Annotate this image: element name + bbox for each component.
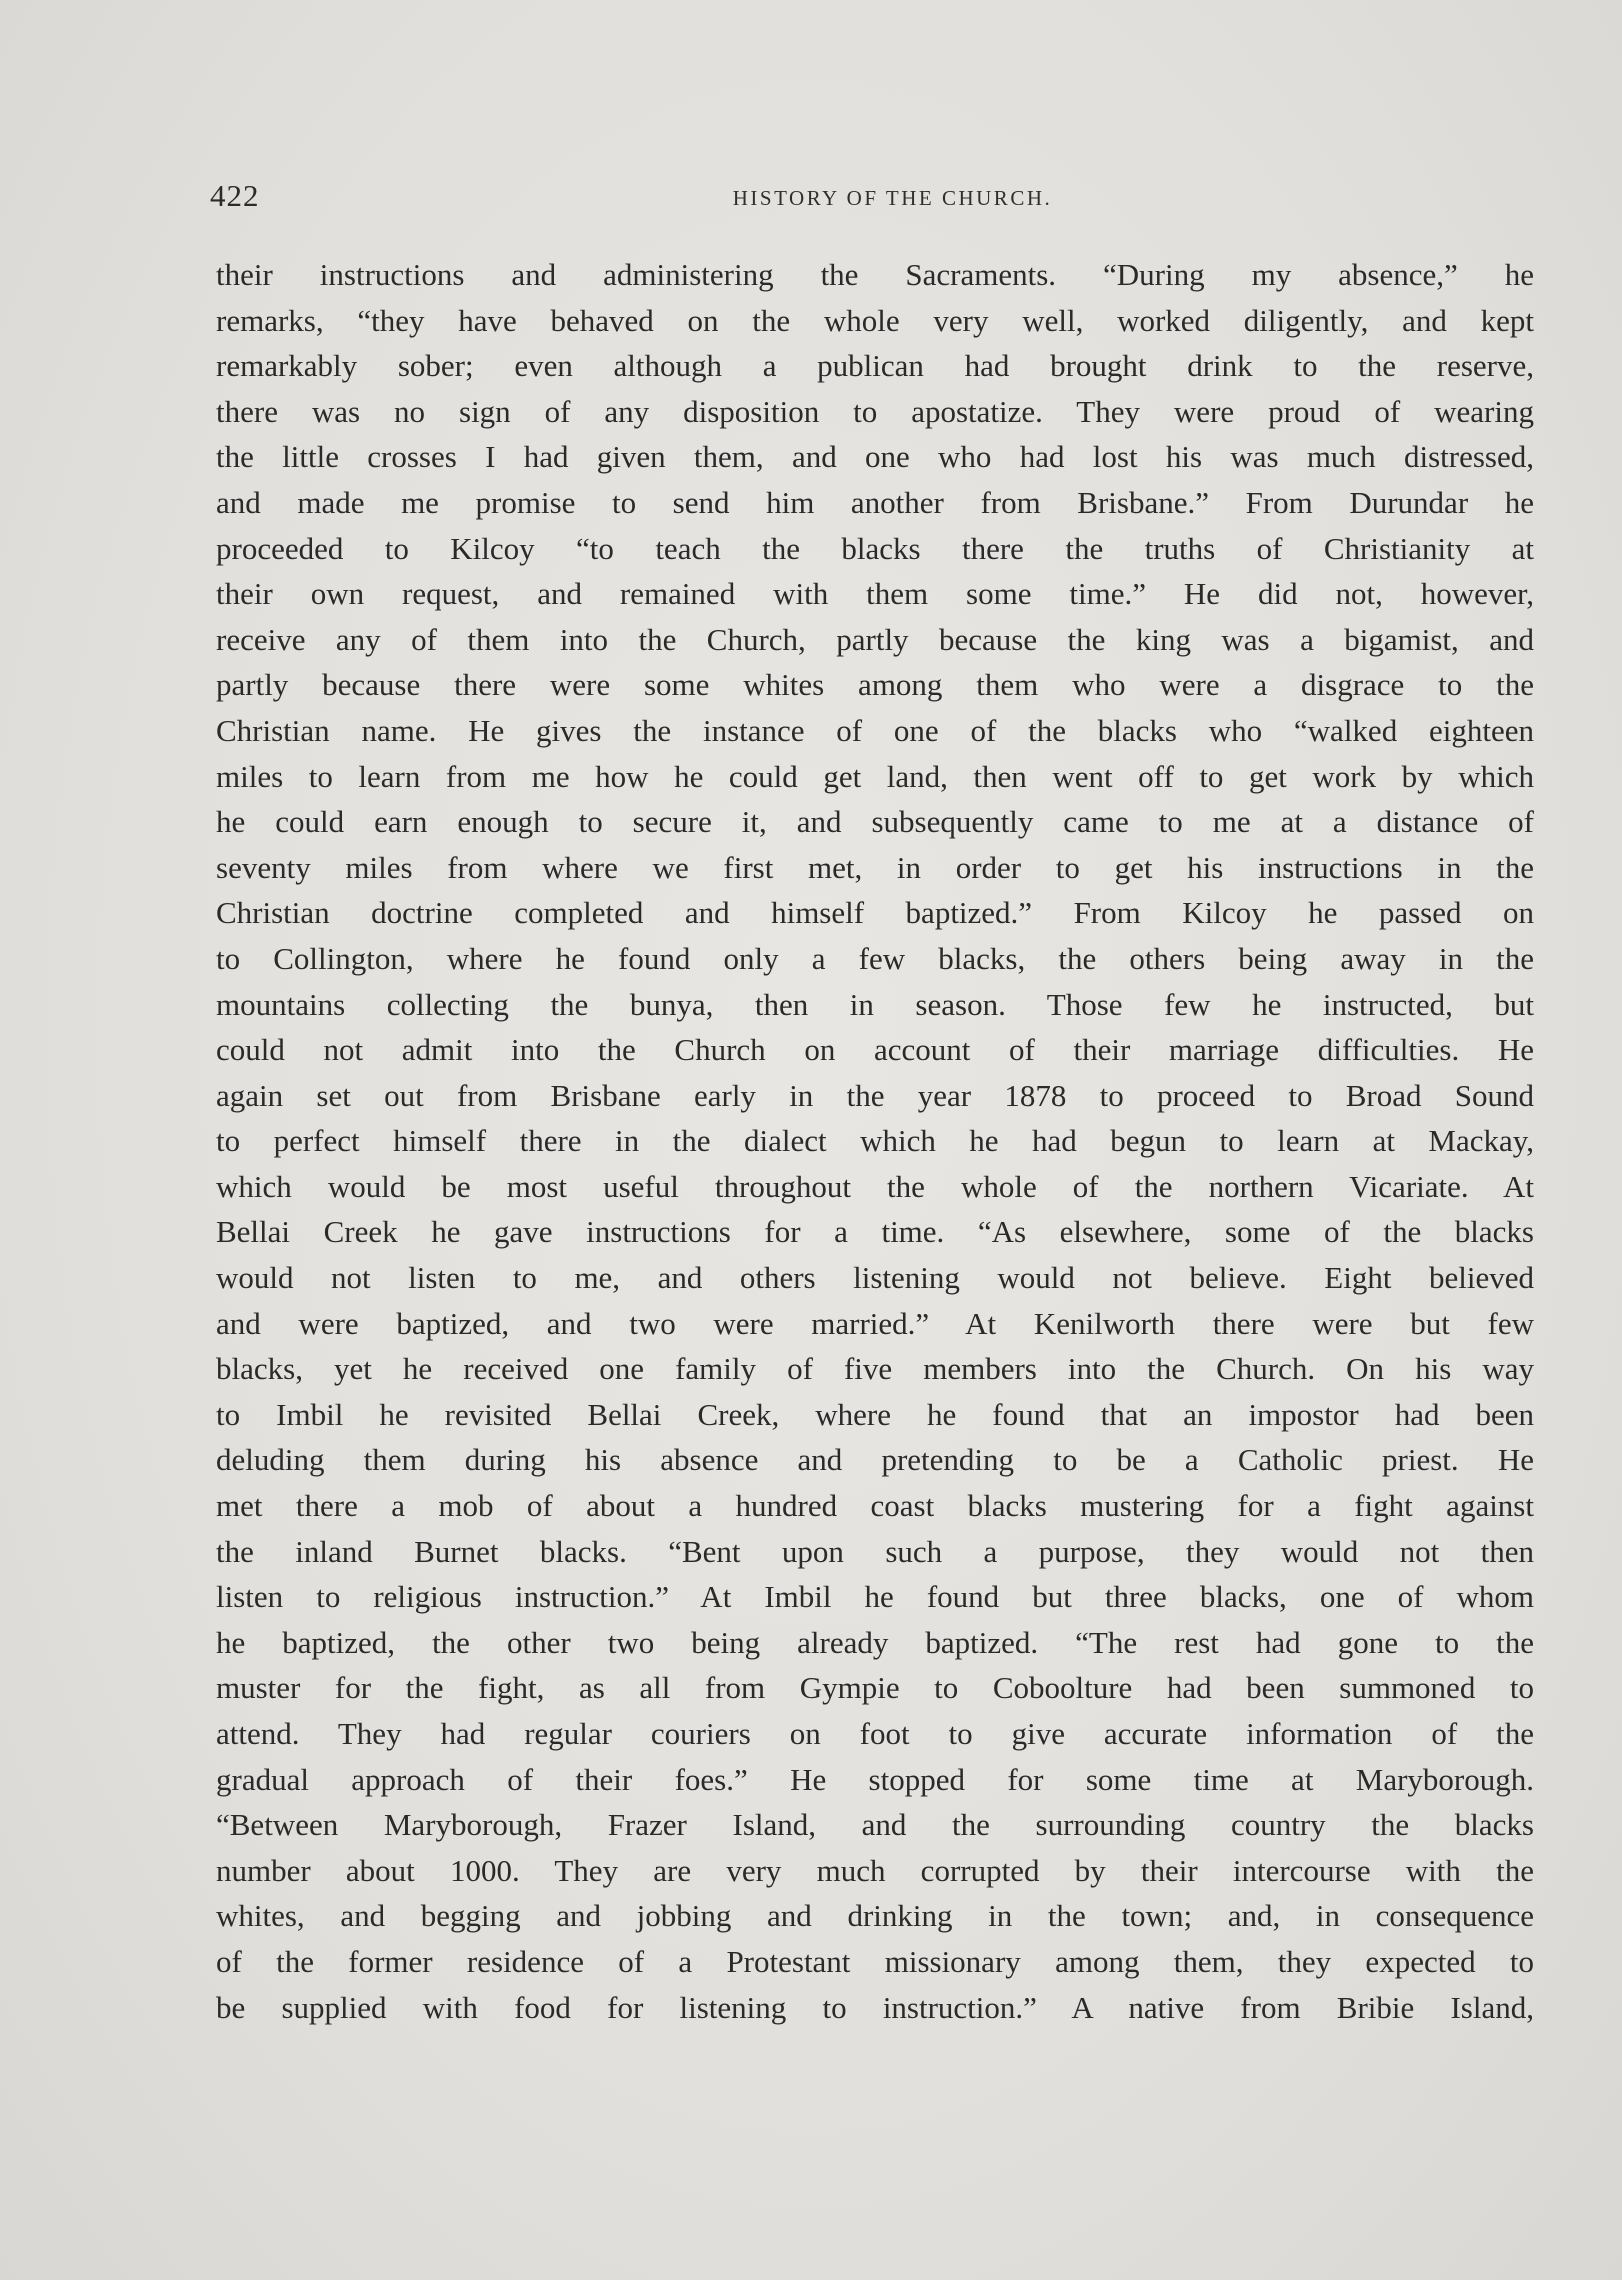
- text-line: and were baptized, and two were married.” At Kenilworth there were but few: [216, 1305, 1534, 1341]
- text-line: receive any of them into the Church, partly because the king was a bigamist, and: [216, 621, 1534, 657]
- text-line: the little crosses I had given them, and one who had lost his was much distressed,: [216, 439, 1534, 475]
- text-line: mountains collecting the bunya, then in season. Those few he instructed, but: [216, 986, 1534, 1022]
- text-line: number about 1000. They are very much corrupted by their intercourse with the: [216, 1852, 1534, 1888]
- text-line: deluding them during his absence and pretending to be a Catholic priest. He: [216, 1442, 1534, 1478]
- text-line: be supplied with food for listening to instruction.” A native from Bribie Island,: [216, 1989, 1534, 2025]
- text-line: there was no sign of any disposition to apostatize. They were proud of wearing: [216, 393, 1534, 429]
- body-text: [216, 252, 1534, 2030]
- text-line: blacks, yet he received one family of five members into the Church. On his way: [216, 1351, 1534, 1387]
- text-line: their own request, and remained with them some time.” He did not, however,: [216, 576, 1534, 612]
- running-head: HISTORY OF THE CHURCH.: [732, 186, 1053, 210]
- page-number: 422: [210, 178, 260, 213]
- text-line: to perfect himself there in the dialect which he had begun to learn at Mackay,: [216, 1123, 1534, 1159]
- text-line: remarks, “they have behaved on the whole very well, worked diligently, and kept: [216, 302, 1534, 338]
- page-header: [210, 178, 1535, 224]
- text-line: Bellai Creek he gave instructions for a time. “As elsewhere, some of the blacks: [216, 1214, 1534, 1250]
- text-line: met there a mob of about a hundred coast blacks mustering for a fight against: [216, 1488, 1534, 1524]
- text-line: their instructions and administering the Sacraments. “During my absence,” he: [216, 257, 1534, 292]
- text-line: “Between Maryborough, Frazer Island, and the surrounding country the blacks: [216, 1807, 1534, 1843]
- text-line: which would be most useful throughout the whole of the northern Vicariate. At: [216, 1168, 1534, 1204]
- text-line: attend. They had regular couriers on foot to give accurate information of the: [216, 1716, 1534, 1751]
- text-line: would not listen to me, and others listening would not believe. Eight believed: [216, 1260, 1534, 1296]
- text-line: again set out from Brisbane early in the year 1878 to proceed to Broad Sound: [216, 1077, 1534, 1113]
- text-line: whites, and begging and jobbing and drinking in the town; and, in consequence: [216, 1898, 1534, 1934]
- text-line: Christian doctrine completed and himself baptized.” From Kilcoy he passed on: [216, 895, 1534, 931]
- text-line: listen to religious instruction.” At Imbil he found but three blacks, one of whom: [216, 1579, 1534, 1615]
- text-line: proceeded to Kilcoy “to teach the blacks there the truths of Christianity at: [216, 530, 1534, 566]
- text-line: gradual approach of their foes.” He stopped for some time at Maryborough.: [216, 1761, 1534, 1797]
- text-line: the inland Burnet blacks. “Bent upon such a purpose, they would not then: [216, 1533, 1534, 1569]
- text-line: and made me promise to send him another from Brisbane.” From Durundar he: [216, 484, 1534, 520]
- text-line: seventy miles from where we first met, in order to get his instructions in the: [216, 849, 1534, 885]
- text-line: to Imbil he revisited Bellai Creek, where he found that an impostor had been: [216, 1396, 1534, 1432]
- text-line: muster for the fight, as all from Gympie to Coboolture had been summoned to: [216, 1670, 1534, 1706]
- text-line: partly because there were some whites among them who were a disgrace to the: [216, 667, 1534, 703]
- text-line: he baptized, the other two being already baptized. “The rest had gone to the: [216, 1624, 1534, 1660]
- text-line: of the former residence of a Protestant missionary among them, they expected to: [216, 1943, 1534, 1979]
- text-line: could not admit into the Church on account of their marriage difficulties. He: [216, 1032, 1534, 1068]
- text-line: remarkably sober; even although a publican had brought drink to the reserve,: [216, 348, 1534, 384]
- text-line: he could earn enough to secure it, and subsequently came to me at a distance of: [216, 804, 1534, 840]
- text-line: miles to learn from me how he could get land, then went off to get work by which: [216, 758, 1534, 794]
- text-line: Christian name. He gives the instance of one of the blacks who “walked eighteen: [216, 712, 1534, 748]
- text-line: to Collington, where he found only a few blacks, the others being away in the: [216, 940, 1534, 976]
